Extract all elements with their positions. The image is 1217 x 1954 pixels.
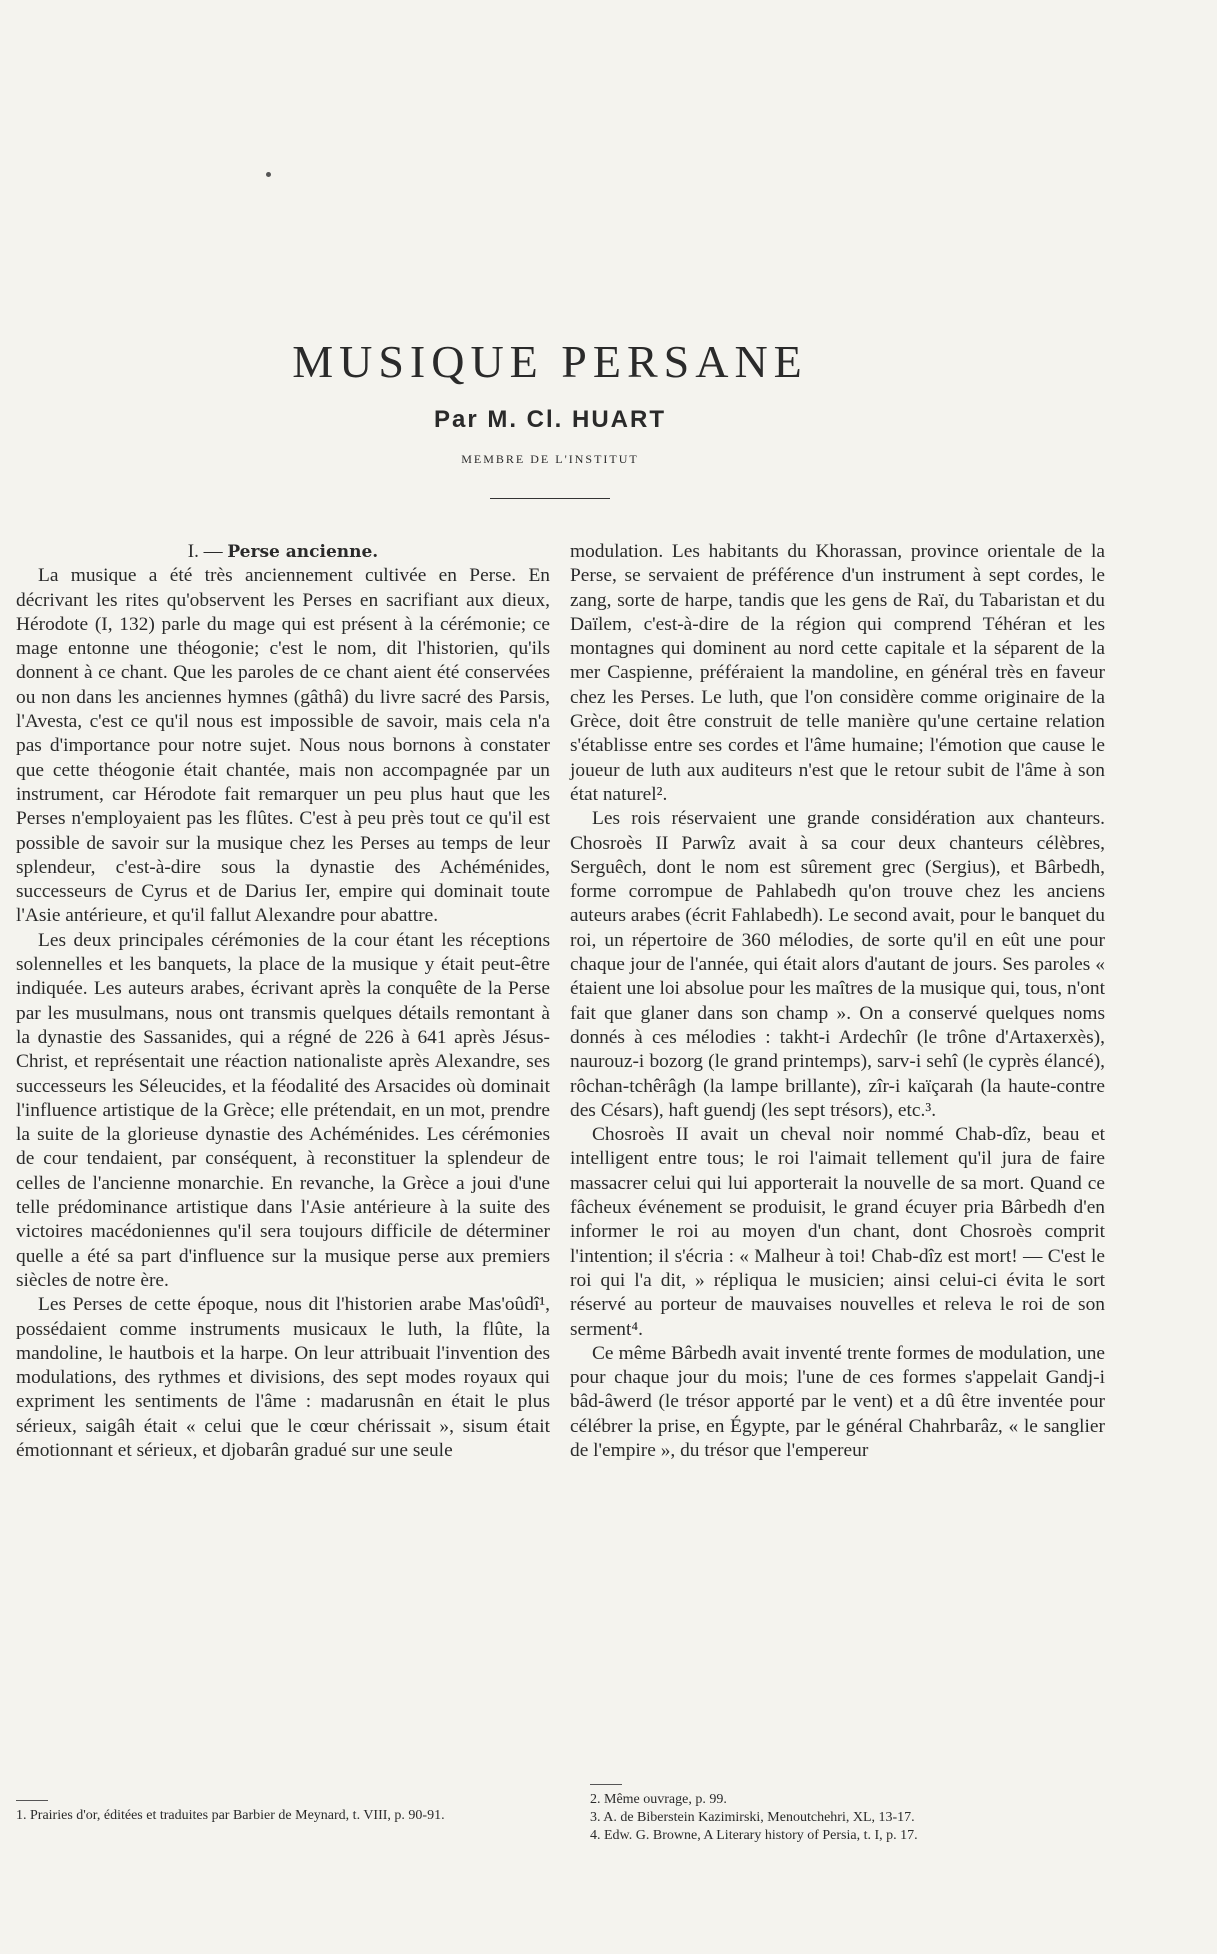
paragraph: modulation. Les habitants du Khorassan, province orientale de la Perse, se servaient de préférence d'un instrument à sept cordes, le zang, sorte de harpe, tandis que les gens de Raï, du Tabaristan et du Daïlem, c'est-à-dire de la région qui comprend Téhéran et les montagnes qui dominent au nord cette capitale et la séparent de la mer Caspienne, préféraient la mandoline, en général très en faveur chez les Perses. Le luth, que l'on considère comme originaire de la Grèce, doit être construit de telle manière qu'une certaine relation s'établisse entre ses cordes et l'âme humaine; l'émotion que cause le joueur de luth aux auditeurs n'est que le retour subit de l'âme à son état naturel². [570, 541, 1105, 805]
title-divider [490, 498, 610, 499]
footnote: 1. Prairies d'or, éditées et traduites par Barbier de Meynard, t. VIII, p. 90-91. [16, 1808, 445, 1823]
right-column [570, 540, 1105, 1463]
footnotes-right [590, 1784, 1105, 1845]
section-title: Perse ancienne. [227, 542, 379, 562]
paragraph: Les Perses de cette époque, nous dit l'historien arabe Mas'oûdî¹, possédaient comme instruments musicaux le luth, la flûte, la mandoline, le hautbois et la harpe. On leur attribuait l'invention des modulations, des rythmes et divisions, des sept modes royaux qui expriment les sentiments de l'âme : madarusnân en était le plus sérieux, saigâh était « celui que le cœur chérissait », sisum était émotionnant et sérieux, et djobarân gradué sur une seule [16, 1294, 550, 1461]
paragraph: Ce même Bârbedh avait inventé trente formes de modulation, une pour chaque jour du mois; l'une de ces formes s'appelait Gandj-i bâd-âwerd (le trésor apporté par le vent) et a dû être inventée pour célébrer la prise, en Égypte, par le général Chahrbarâz, « le sanglier de l'empire », du trésor que l'empereur [570, 1342, 1105, 1461]
page-title: MUSIQUE PERSANE [292, 336, 808, 387]
author-byline: Par M. Cl. HUART [433, 406, 666, 433]
footnote: 2. Même ouvrage, p. 99. [590, 1792, 727, 1807]
footnotes-left [16, 1800, 550, 1825]
footnote: 3. A. de Biberstein Kazimirski, Menoutchehri, XL, 13-17. [590, 1810, 915, 1825]
paragraph: Les rois réservaient une grande considération aux chanteurs. Chosroès II Parwîz avait à sa cour deux chanteurs célèbres, Serguêch, dont le nom est sûrement grec (Sergius), et Bârbedh, forme corrompue de Pahlabedh qu'on trouve chez les anciens auteurs arabes (écrit Fahlabedh). Le second avait, pour le banquet du roi, un répertoire de 360 mélodies, de sorte qu'il en eût une pour chaque jour de l'année, qui était alors d'autant de jours. Ses paroles « étaient une loi absolue pour les maîtres de la musique qui, tous, n'ont fait que glaner dans son champ ». On a conservé quelques noms donnés à ces mélodies : takht-i Ardechîr (le trône d'Artaxerxès), naurouz-i bozorg (le grand printemps), sarv-i sehî (le cyprès élancé), rôchan-tchêrâgh (la lampe brillante), zîr-i kaïçarah (la haute-contre des Césars), haft guendj (les sept trésors), etc.³. [570, 808, 1105, 1121]
left-column [16, 540, 550, 1463]
page-dot [266, 172, 271, 177]
footnote-rule [590, 1784, 622, 1785]
section-heading [16, 540, 550, 564]
section-number: I. — [187, 541, 223, 562]
paragraph: La musique a été très anciennement cultivée en Perse. En décrivant les rites qu'observent les Perses en sacrifiant aux dieux, Hérodote (I, 132) parle du mage qui est présent à la cérémonie; ce mage entonne une théogonie; c'est le nom, dit l'historien, qu'ils donnent à ce chant. Que les paroles de ce chant aient été conservées ou non dans les anciennes hymnes (gâthâ) du livre sacré des Parsis, l'Avesta, c'est ce qu'il nous est impossible de savoir, mais cela n'a pas d'importance pour notre sujet. Nous nous bornons à constater que cette théogonie était chantée, mais non accompagnée par un instrument, car Hérodote fait remarquer un peu plus haut que les Perses n'employaient pas les flûtes. C'est à peu près tout ce qu'il est possible de savoir sur la musique chez les Perses au temps de leur splendeur, c'est-à-dire sous la dynastie des Achéménides, successeurs de Cyrus et de Darius Ier, empire qui dominait toute l'Asie antérieure, et qu'il fallut Alexandre pour abattre. [16, 565, 550, 927]
author-affiliation: MEMBRE DE L'INSTITUT [461, 452, 639, 466]
footnote: 4. Edw. G. Browne, A Literary history of Persia, t. I, p. 17. [590, 1828, 918, 1843]
paragraph: Chosroès II avait un cheval noir nommé Chab-dîz, beau et intelligent entre tous; le roi l'aimait tellement qu'il jura de faire massacrer celui qui lui apporterait la nouvelle de sa mort. Quand ce fâcheux événement se produisit, le grand écuyer pria Bârbedh d'en informer le roi au moyen d'un chant, dont Chosroès comprit l'intention; il s'écria : « Malheur à toi! Chab-dîz est mort! — C'est le roi qui l'a dit, » répliqua le musicien; ainsi celui-ci évita le sort réservé au porteur de mauvaises nouvelles et releva le roi de son serment⁴. [570, 1124, 1105, 1340]
paragraph: Les deux principales cérémonies de la cour étant les réceptions solennelles et les banquets, la place de la musique y était peut-être indiquée. Les auteurs arabes, écrivant après la conquête de la Perse par les musulmans, nous ont transmis quelques détails remontant à la dynastie des Sassanides, qui a régné de 226 à 641 après Jésus-Christ, et représentait une réaction nationaliste après Alexandre, ses successeurs les Séleucides, et la féodalité des Arsacides où dominait l'influence artistique de la Grèce; elle prétendait, en un mot, prendre la suite de la glorieuse dynastie des Achéménides. Les cérémonies de cour tendaient, par conséquent, à reconstituer la splendeur de celles de l'ancienne monarchie. En revanche, la Grèce a joui d'une telle prédominance artistique dans l'Asie antérieure à la suite des victoires macédoniennes qu'il sera toujours difficile de déterminer quelle a été sa part d'influence sur la musique perse aux premiers siècles de notre ère. [16, 929, 550, 1291]
footnote-rule [16, 1800, 48, 1801]
